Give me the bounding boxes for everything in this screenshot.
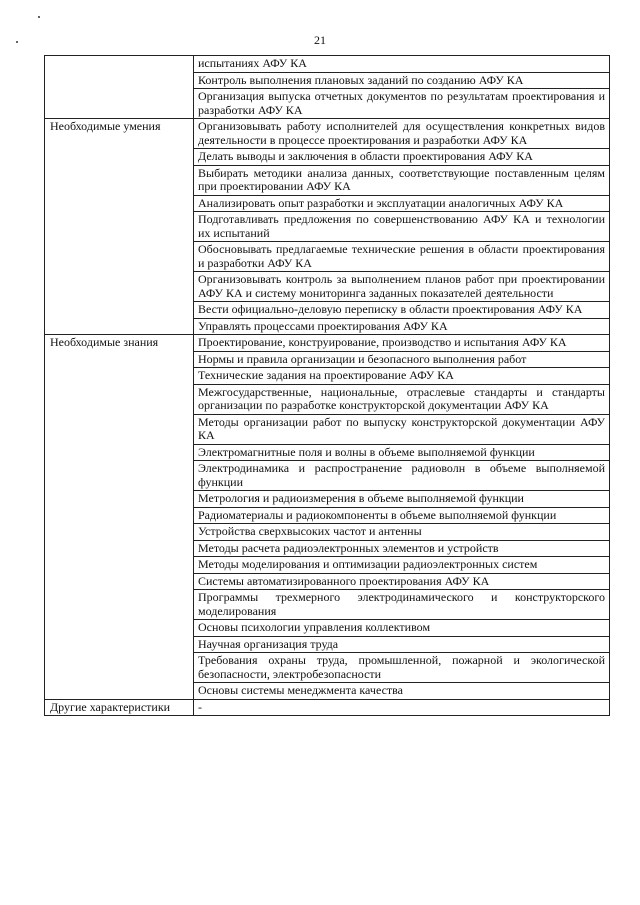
item-cell: Обосновывать предлагаемые технические решения в области проектирования и разработки АФУ КА (194, 242, 610, 272)
item-cell: Радиоматериалы и радиокомпоненты в объеме выполняемой функции (194, 507, 610, 524)
item-cell: Основы психологии управления коллективом (194, 620, 610, 637)
qualification-table (44, 55, 610, 716)
item-cell: Делать выводы и заключения в области проектирования АФУ КА (194, 149, 610, 166)
category-cell (45, 56, 194, 119)
item-cell: Технические задания на проектирование АФУ КА (194, 368, 610, 385)
item-cell: Методы организации работ по выпуску конструкторской документации АФУ КА (194, 414, 610, 444)
scan-speck (38, 16, 40, 18)
item-cell: Системы автоматизированного проектирования АФУ КА (194, 573, 610, 590)
item-cell: Управлять процессами проектирования АФУ КА (194, 318, 610, 335)
item-cell: Метрология и радиоизмерения в объеме выполняемой функции (194, 491, 610, 508)
item-cell: Требования охраны труда, промышленной, пожарной и экологической безопасности, электробезопасности (194, 653, 610, 683)
category-cell: Необходимые знания (45, 335, 194, 700)
item-cell: Организация выпуска отчетных документов по результатам проектирования и разработки АФУ КА (194, 89, 610, 119)
item-cell: Контроль выполнения плановых заданий по созданию АФУ КА (194, 72, 610, 89)
item-cell: Нормы и правила организации и безопасного выполнения работ (194, 351, 610, 368)
item-cell: испытаниях АФУ КА (194, 56, 610, 73)
table-row (45, 699, 610, 716)
item-cell: Основы системы менеджмента качества (194, 683, 610, 700)
item-cell: Подготавливать предложения по совершенствованию АФУ КА и технологии их испытаний (194, 212, 610, 242)
item-cell: Межгосударственные, национальные, отраслевые стандарты и стандарты организации по разработке конструкторской документации АФУ КА (194, 384, 610, 414)
item-cell: Проектирование, конструирование, производство и испытания АФУ КА (194, 335, 610, 352)
table-row (45, 335, 610, 352)
item-cell: Программы трехмерного электродинамического и конструкторского моделирования (194, 590, 610, 620)
item-cell: Методы расчета радиоэлектронных элементов и устройств (194, 540, 610, 557)
item-cell: Устройства сверхвысоких частот и антенны (194, 524, 610, 541)
item-cell: Выбирать методики анализа данных, соответствующие поставленным целям при проектировании АФУ КА (194, 165, 610, 195)
page-number: 21 (314, 33, 326, 47)
table-row (45, 56, 610, 73)
category-cell: Другие характеристики (45, 699, 194, 716)
item-cell: Электромагнитные поля и волны в объеме выполняемой функции (194, 444, 610, 461)
item-cell: Методы моделирования и оптимизации радиоэлектронных систем (194, 557, 610, 574)
item-cell: Вести официально-деловую переписку в области проектирования АФУ КА (194, 302, 610, 319)
item-cell: Анализировать опыт разработки и эксплуатации аналогичных АФУ КА (194, 195, 610, 212)
item-cell: Организовывать контроль за выполнением планов работ при проектировании АФУ КА и систему мониторинга заданных показателей деятельности (194, 272, 610, 302)
item-cell: Организовывать работу исполнителей для осуществления конкретных видов деятельности в процессе проектирования и разработки АФУ КА (194, 119, 610, 149)
table-row (45, 119, 610, 149)
item-cell: - (194, 699, 610, 716)
item-cell: Научная организация труда (194, 636, 610, 653)
category-cell: Необходимые умения (45, 119, 194, 335)
item-cell: Электродинамика и распространение радиоволн в объеме выполняемой функции (194, 461, 610, 491)
